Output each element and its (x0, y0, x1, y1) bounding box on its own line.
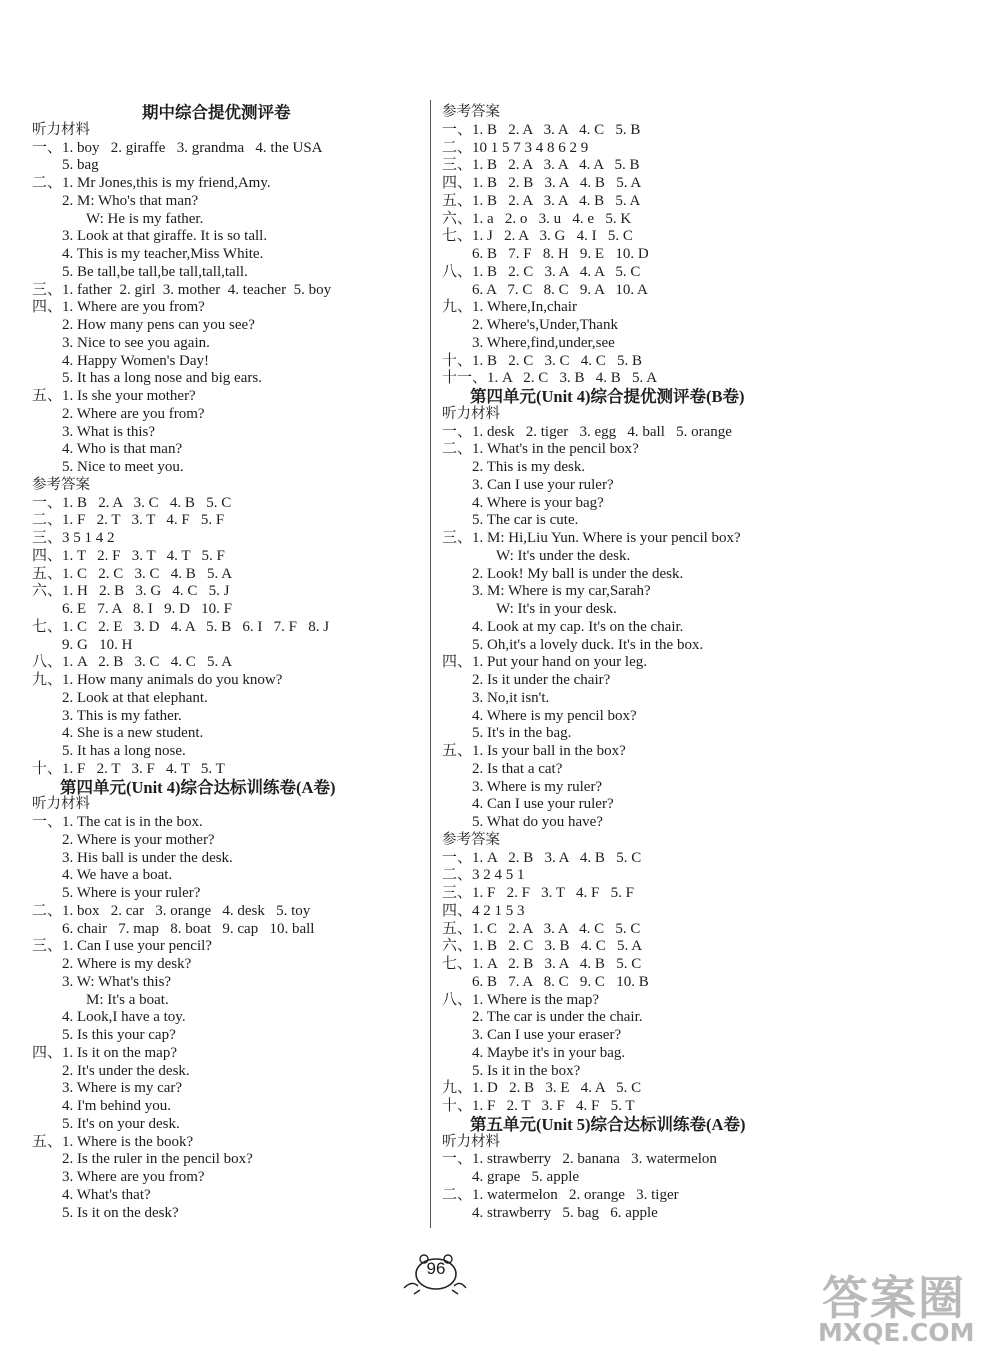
text-line: 八、1. Where is the map? (442, 991, 600, 1008)
section-header: 听力材料 (442, 1133, 500, 1150)
text-line: 八、1. B 2. C 3. A 4. A 5. C (442, 263, 641, 280)
text-line: 三、1. father 2. girl 3. mother 4. teacher 5. boy (32, 281, 332, 298)
left-column (32, 104, 422, 1222)
text-line: 七、1. A 2. B 3. A 4. B 5. C (442, 956, 642, 972)
text-line: 十、1. B 2. C 3. C 4. C 5. B (442, 352, 643, 369)
text-line: 七、1. J 2. A 3. G 4. I 5. C (442, 228, 633, 245)
text-line: 2. Where is my desk? (62, 956, 192, 972)
text-line: 5. Is this your cap? (62, 1027, 176, 1043)
text-line: 六、1. H 2. B 3. G 4. C 5. J (32, 583, 230, 600)
text-line: 3. W: What's this? (62, 973, 172, 990)
text-line: 2. M: Who's that man? (62, 192, 199, 209)
text-line: 五、1. Is your ball in the box? (442, 743, 626, 759)
text-line: 2. Where is your mother? (62, 831, 215, 848)
watermark-cn: 答案圈 (822, 1271, 966, 1325)
text-line: 2. Look! My ball is under the desk. (472, 565, 684, 582)
text-line: 5. It has a long nose. (62, 743, 186, 759)
page-number: 96 (426, 1259, 446, 1278)
text-line: 3. Nice to see you again. (62, 334, 210, 351)
text-line: 3. This is my father. (62, 707, 182, 724)
right-column (442, 104, 982, 1222)
text-line: 九、1. Where,In,chair (442, 299, 577, 316)
text-line: 三、1. F 2. F 3. T 4. F 5. F (442, 885, 634, 901)
text-line: W: He is my father. (86, 210, 204, 227)
watermark-url: MXQE.COM (818, 1318, 975, 1347)
text-line: 一、1. boy 2. giraffe 3. grandma 4. the USA (32, 139, 323, 156)
column-divider (430, 100, 431, 1228)
text-line: 4. Where is my pencil box? (472, 707, 637, 724)
text-line: 5. Is it on the desk? (62, 1204, 179, 1221)
text-line: 6. A 7. C 8. C 9. A 10. A (472, 281, 648, 298)
section-title: 期中综合提优测评卷 (142, 103, 291, 122)
text-line: 二、10 1 5 7 3 4 8 6 2 9 (442, 139, 589, 156)
section-header: 参考答案 (32, 476, 90, 493)
text-line: 4. She is a new student. (62, 725, 204, 742)
text-line: 2. How many pens can you see? (62, 317, 255, 333)
text-line: 3. What is this? (62, 423, 156, 440)
text-line: 4. Look,I have a toy. (62, 1009, 186, 1026)
text-line: 四、4 2 1 5 3 (442, 902, 525, 919)
text-line: 五、1. C 2. C 3. C 4. B 5. A (32, 565, 233, 582)
text-line: 3. Where is my ruler? (472, 778, 603, 795)
text-line: 三、3 5 1 4 2 (32, 530, 115, 546)
text-line: 3. Where are you from? (62, 1169, 205, 1185)
text-line: 五、1. C 2. A 3. A 4. C 5. C (442, 920, 641, 937)
text-line: 二、1. What's in the pencil box? (442, 441, 639, 458)
text-line: 十、1. F 2. T 3. F 4. F 5. T (442, 1098, 635, 1114)
text-line: 三、1. B 2. A 3. A 4. A 5. B (442, 157, 640, 174)
text-line: 五、1. Is she your mother? (32, 388, 196, 404)
text-line: 九、1. D 2. B 3. E 4. A 5. C (442, 1080, 642, 1097)
text-line: 十一、1. A 2. C 3. B 4. B 5. A (442, 370, 658, 387)
text-line: 4. What's that? (62, 1186, 151, 1203)
text-line: 5. It's in the bag. (472, 725, 572, 742)
text-line: 2. Look at that elephant. (62, 689, 208, 706)
section-title: 第四单元(Unit 4)综合达标训练卷(A卷) (60, 777, 336, 797)
section-title: 第四单元(Unit 4)综合提优测评卷(B卷) (470, 387, 745, 406)
text-line: 2. It's under the desk. (62, 1062, 190, 1079)
text-line: 六、1. B 2. C 3. B 4. C 5. A (442, 938, 643, 955)
section-header: 听力材料 (32, 121, 90, 138)
text-line: 2. Where's,Under,Thank (472, 317, 618, 333)
text-line: 二、1. F 2. T 3. T 4. F 5. F (32, 512, 225, 529)
text-line: 十、1. F 2. T 3. F 4. T 5. T (32, 760, 225, 777)
text-line: 2. Where are you from? (62, 405, 205, 422)
text-line: M: It's a boat. (86, 991, 169, 1008)
text-line: 5. Be tall,be tall,be tall,tall,tall. (62, 263, 248, 280)
text-line: 2. Is the ruler in the pencil box? (62, 1151, 253, 1168)
text-line: 4. strawberry 5. bag 6. apple (472, 1204, 658, 1221)
text-line: 3. Where,find,under,see (472, 334, 615, 351)
text-line: 五、1. Where is the book? (32, 1133, 194, 1150)
text-line: 6. chair 7. map 8. boat 9. cap 10. ball (62, 920, 315, 937)
text-line: 3. Can I use your eraser? (472, 1027, 622, 1043)
text-line: 2. The car is under the chair. (472, 1009, 643, 1026)
text-line: 一、1. The cat is in the box. (32, 814, 203, 830)
section-title: 第五单元(Unit 5)综合达标训练卷(A卷) (470, 1114, 746, 1134)
text-line: 5. Is it in the box? (472, 1062, 581, 1079)
text-line: 4. Maybe it's in your bag. (472, 1044, 626, 1061)
text-line: 6. B 7. A 8. C 9. C 10. B (472, 973, 649, 990)
text-line: 5. What do you have? (472, 814, 603, 830)
text-line: 3. Where is my car? (62, 1080, 183, 1097)
text-line: 3. M: Where is my car,Sarah? (472, 583, 651, 600)
text-line: 二、1. box 2. car 3. orange 4. desk 5. toy (32, 902, 311, 919)
text-line: 5. The car is cute. (472, 512, 579, 529)
text-line: W: It's in your desk. (496, 601, 617, 617)
text-line: 4. This is my teacher,Miss White. (62, 246, 264, 262)
section-header: 参考答案 (442, 831, 500, 848)
text-line: 9. G 10. H (62, 636, 133, 653)
text-line: 4. Happy Women's Day! (62, 352, 210, 369)
text-line: 4. Look at my cap. It's on the chair. (472, 618, 684, 635)
text-line: 一、1. strawberry 2. banana 3. watermelon (442, 1151, 717, 1168)
text-line: 2. Is it under the chair? (472, 672, 611, 688)
text-line: 5. It's on your desk. (62, 1115, 180, 1132)
text-line: 一、1. A 2. B 3. A 4. B 5. C (442, 849, 642, 866)
text-line: 二、3 2 4 5 1 (442, 867, 525, 884)
section-header: 听力材料 (442, 405, 500, 422)
text-line: 5. Nice to meet you. (62, 459, 184, 475)
text-line: 6. B 7. F 8. H 9. E 10. D (472, 246, 649, 262)
text-line: 二、1. Mr Jones,this is my friend,Amy. (32, 175, 271, 191)
text-line: 5. It has a long nose and big ears. (62, 370, 262, 387)
text-line: 五、1. B 2. A 3. A 4. B 5. A (442, 192, 641, 209)
section-header: 听力材料 (32, 796, 90, 813)
text-line: 九、1. How many animals do you know? (32, 672, 283, 688)
text-line: 2. This is my desk. (472, 459, 586, 475)
text-line: 一、1. desk 2. tiger 3. egg 4. ball 5. orange (442, 423, 732, 440)
text-line: 2. Is that a cat? (472, 760, 563, 777)
text-line: 二、1. watermelon 2. orange 3. tiger (442, 1186, 679, 1203)
text-line: 4. grape 5. apple (472, 1169, 580, 1185)
text-line: W: It's under the desk. (496, 547, 631, 564)
text-line: 4. I'm behind you. (62, 1098, 171, 1114)
text-line: 四、1. T 2. F 3. T 4. T 5. F (32, 547, 225, 564)
text-line: 四、1. Is it on the map? (32, 1044, 177, 1061)
text-line: 七、1. C 2. E 3. D 4. A 5. B 6. I 7. F 8. J (32, 618, 330, 635)
text-line: 6. E 7. A 8. I 9. D 10. F (62, 601, 233, 617)
text-line: 八、1. A 2. B 3. C 4. C 5. A (32, 654, 233, 671)
page-number-badge (400, 1250, 470, 1296)
text-line: 5. bag (62, 157, 99, 174)
text-line: 六、1. a 2. o 3. u 4. e 5. K (442, 210, 632, 227)
text-line: 三、1. M: Hi,Liu Yun. Where is your pencil box? (442, 530, 741, 546)
text-line: 三、1. Can I use your pencil? (32, 938, 212, 955)
watermark-logo (818, 1262, 996, 1348)
text-line: 四、1. Where are you from? (32, 299, 205, 316)
text-line: 四、1. B 2. B 3. A 4. B 5. A (442, 175, 642, 191)
text-line: 4. Where is your bag? (472, 494, 604, 511)
text-line: 3. No,it isn't. (472, 689, 550, 706)
text-line: 3. His ball is under the desk. (62, 849, 233, 866)
section-header: 参考答案 (442, 104, 500, 120)
text-line: 4. Can I use your ruler? (472, 796, 614, 813)
text-line: 3. Look at that giraffe. It is so tall. (62, 228, 268, 245)
text-line: 4. We have a boat. (62, 867, 173, 884)
text-line: 四、1. Put your hand on your leg. (442, 654, 647, 671)
text-line: 一、1. B 2. A 3. A 4. C 5. B (442, 121, 641, 138)
text-line: 一、1. B 2. A 3. C 4. B 5. C (32, 494, 232, 511)
text-line: 3. Can I use your ruler? (472, 476, 614, 493)
text-line: 5. Oh,it's a lovely duck. It's in the box. (472, 636, 704, 653)
text-line: 4. Who is that man? (62, 441, 183, 458)
text-line: 5. Where is your ruler? (62, 885, 201, 901)
